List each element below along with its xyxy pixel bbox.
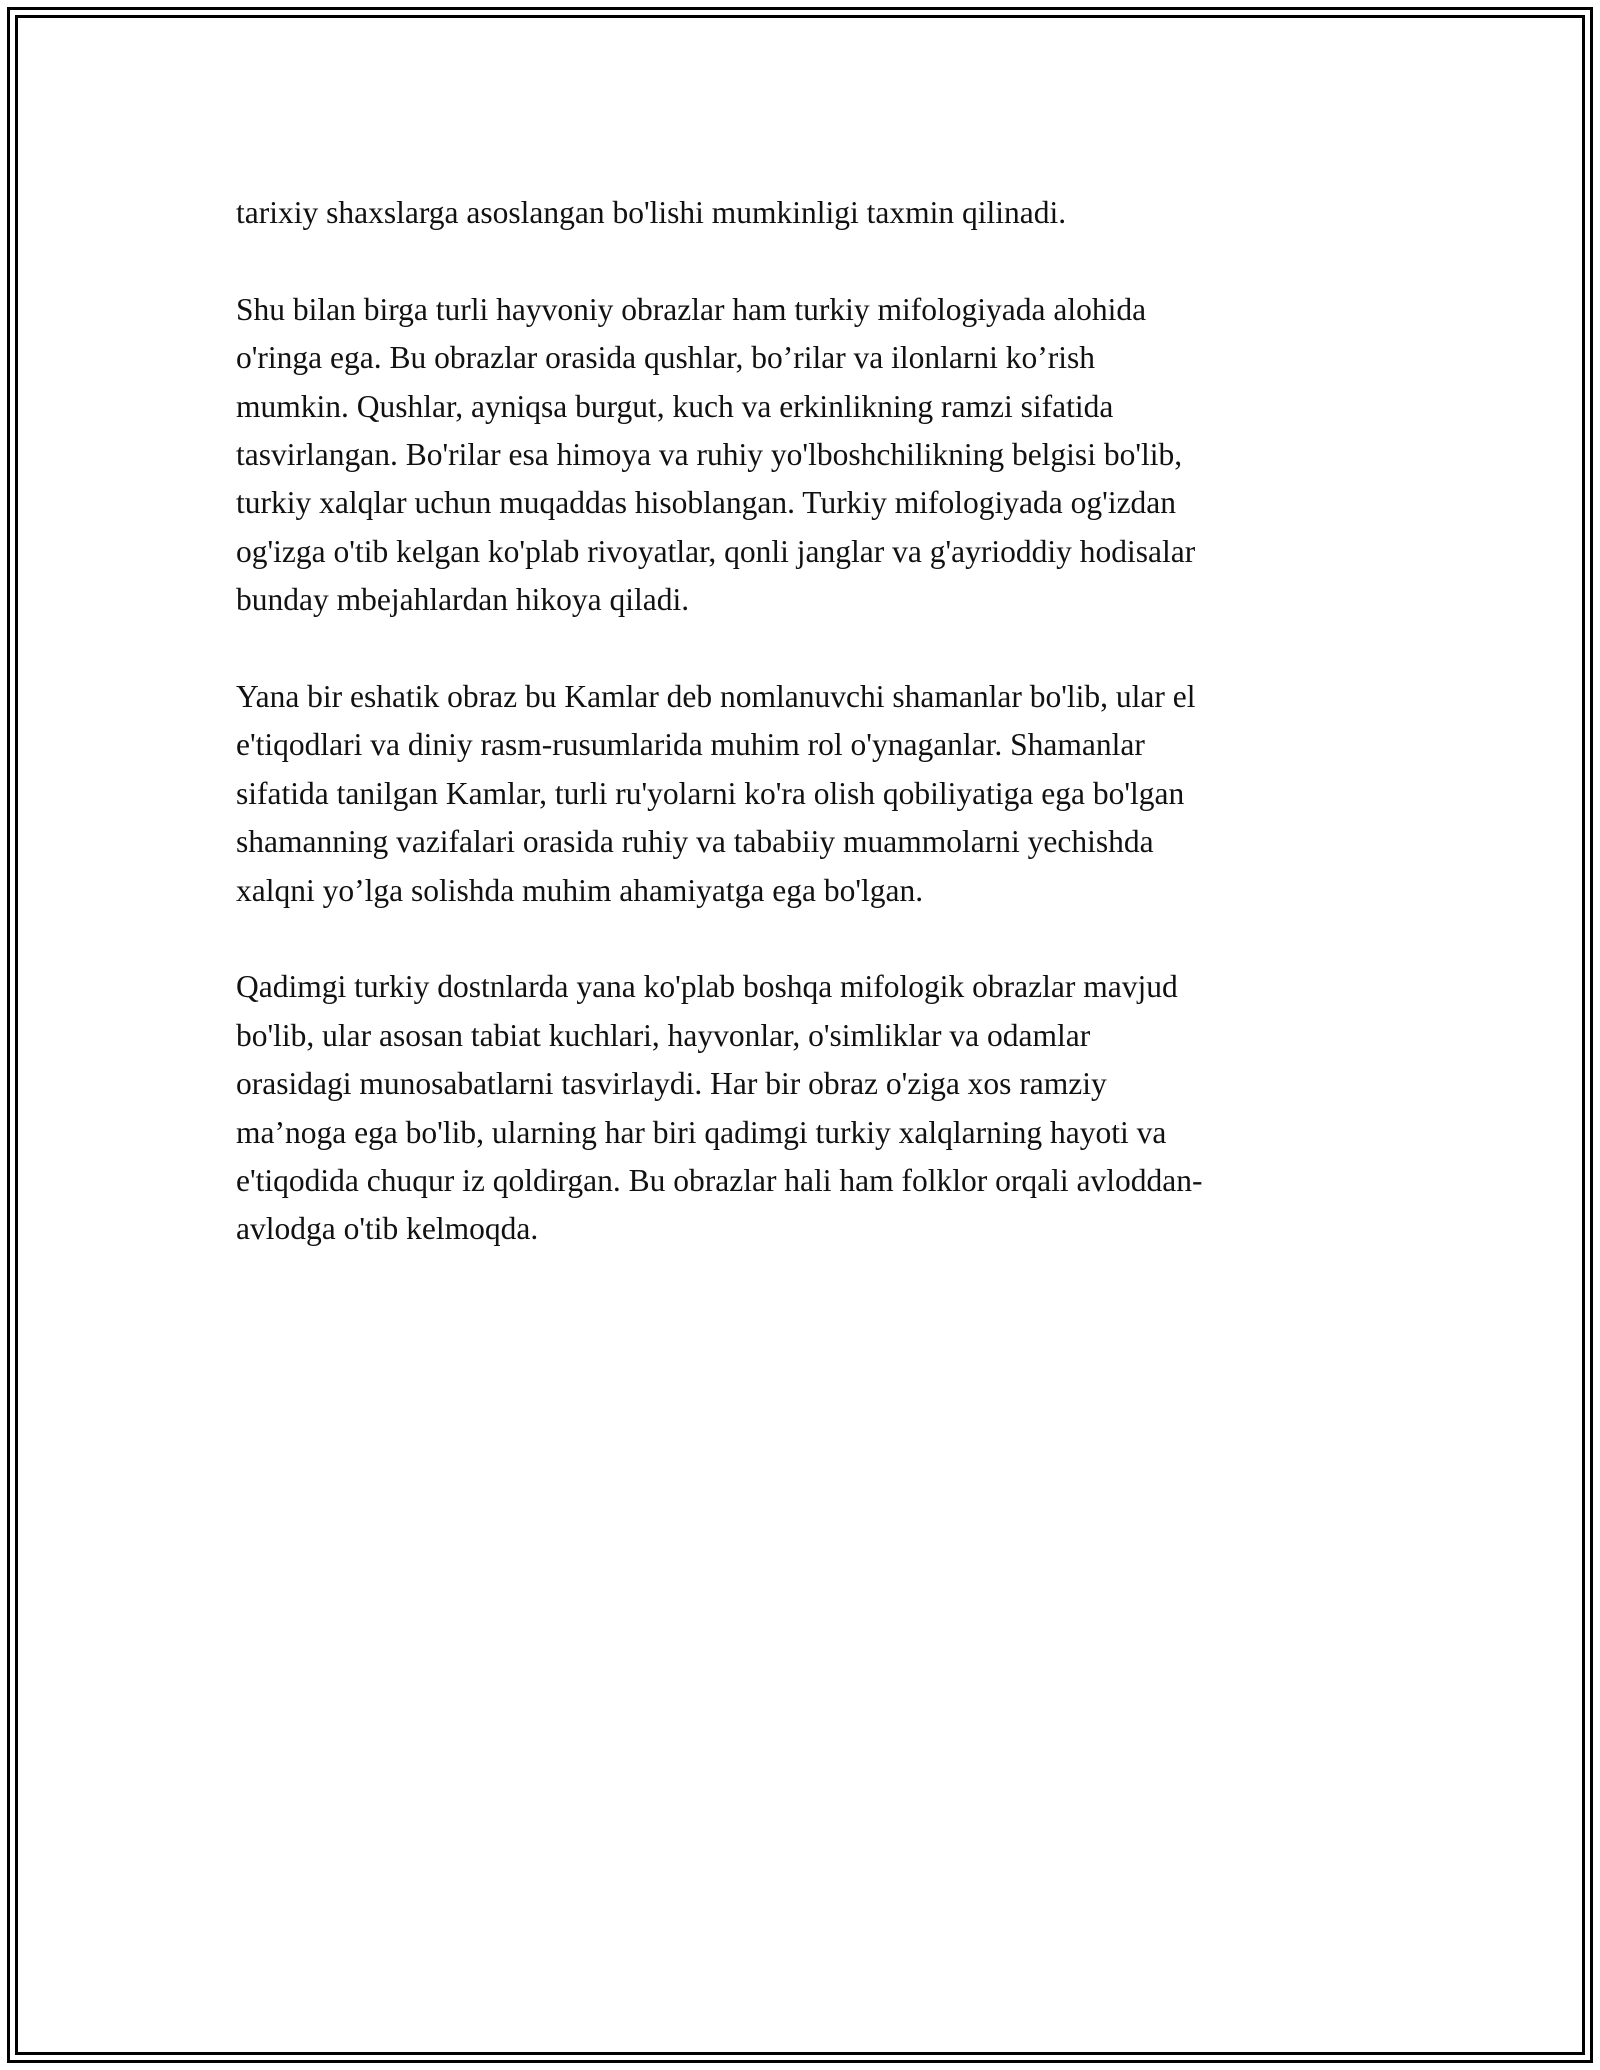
text-line: avlodga o'tib kelmoqda. [236,1211,539,1247]
text-line: xalqni yo’lga solishda muhim ahamiyatga ega bo'lgan. [236,872,924,908]
text-line: sifatida tanilgan Kamlar, turli ru'yolarni ko'ra olish qobiliyatiga ega bo'lgan [236,775,1185,811]
text-line: mumkin. Qushlar, ayniqsa burgut, kuch va erkinlikning ramzi sifatida [236,388,1114,424]
paragraph-3 [236,673,1376,915]
text-line: Qadimgi turkiy dostnlarda yana ko'plab boshqa mifologik obrazlar mavjud [236,969,1178,1005]
paragraph-4 [236,963,1376,1253]
text-line: bunday mbejahlardan hikoya qiladi. [236,582,690,618]
document-body [236,189,1376,1302]
text-line: tarixiy shaxslarga asoslangan bo'lishi mumkinligi taxmin qilinadi. [236,195,1067,230]
text-line: ma’noga ega bo'lib, ularning har biri qadimgi turkiy xalqlarning hayoti va [236,1114,1167,1150]
text-line: bo'lib, ular asosan tabiat kuchlari, hayvonlar, o'simliklar va odamlar [236,1017,1091,1053]
text-line: e'tiqodida chuqur iz qoldirgan. Bu obrazlar hali ham folklor orqali avloddan- [236,1163,1203,1199]
text-line: orasidagi munosabatlarni tasvirlaydi. Har bir obraz o'ziga xos ramziy [236,1066,1107,1102]
paragraph-2 [236,286,1376,625]
text-line: tasvirlangan. Bo'rilar esa himoya va ruhiy yo'lboshchilikning belgisi bo'lib, [236,437,1183,473]
text-line: shamanning vazifalari orasida ruhiy va tababiiy muammolarni yechishda [236,824,1154,860]
text-line: o'ringa ega. Bu obrazlar orasida qushlar, bo’rilar va ilonlarni ko’rish [236,340,1096,376]
text-line: e'tiqodlari va diniy rasm-rusumlarida muhim rol o'ynaganlar. Shamanlar [236,727,1145,763]
text-line: turkiy xalqlar uchun muqaddas hisoblangan. Turkiy mifologiyada og'izdan [236,485,1177,521]
paragraph-1 [236,189,1376,237]
text-line: Shu bilan birga turli hayvoniy obrazlar ham turkiy mifologiyada alohida [236,291,1147,327]
text-line: Yana bir eshatik obraz bu Kamlar deb nomlanuvchi shamanlar bo'lib, ular el [236,679,1196,715]
text-line: og'izga o'tib kelgan ko'plab rivoyatlar, qonli janglar va g'ayrioddiy hodisalar [236,533,1196,569]
